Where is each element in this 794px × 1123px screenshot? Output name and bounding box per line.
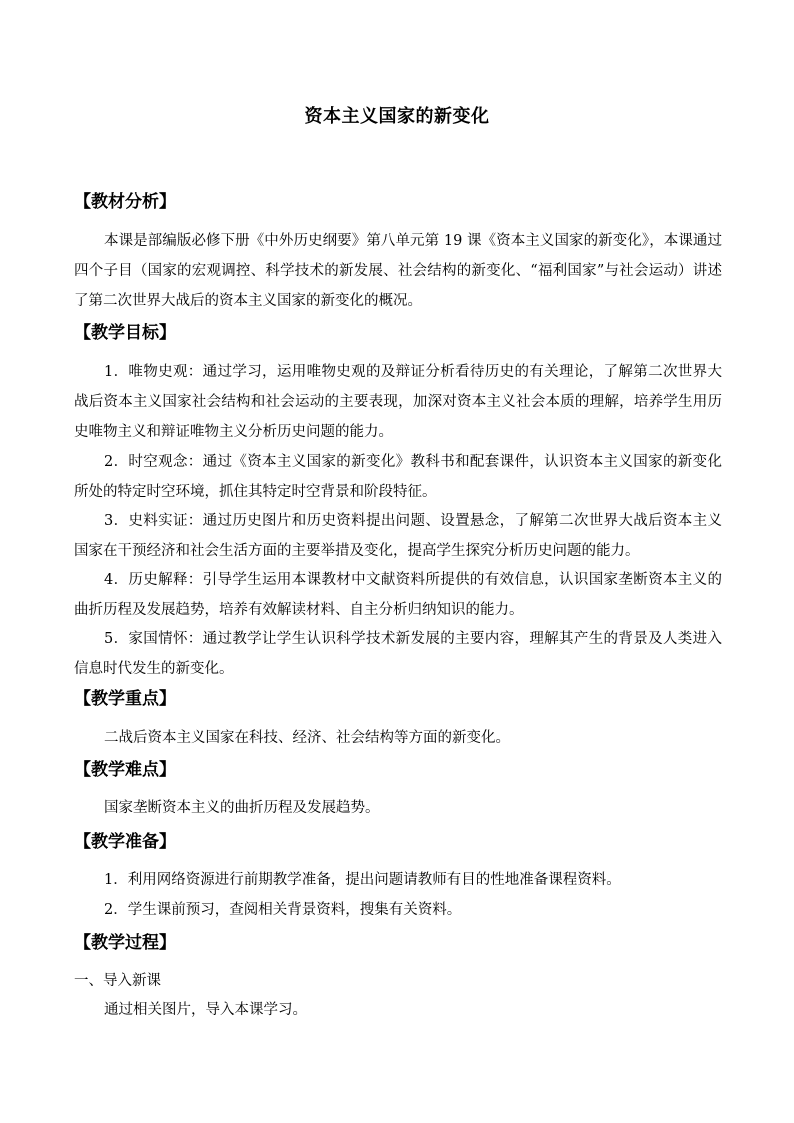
document-title: 资本主义国家的新变化 [304, 106, 490, 127]
goal-item-1: 1．唯物史观：通过学习，运用唯物史观的及辩证分析看待历史的有关理论，了解第二次世界大战后资本主义国家社会结构和社会运动的主要表现，加深对资本主义社会本质的理解，培养学生用历史唯物主义和辩证唯物主义分析历史问题的能力。 [74, 364, 722, 440]
goal-item-3: 3．史料实证：通过历史图片和历史资料提出问题、设置悬念，了解第二次世界大战后资本主义国家在干预经济和社会生活方面的主要举措及变化，提高学生探究分析历史问题的能力。 [74, 513, 722, 559]
goal-item-5: 5．家国情怀：通过教学让学生认识科学技术新发展的主要内容，理解其产生的背景及人类进入信息时代发生的新变化。 [74, 631, 722, 677]
goal-item-4: 4．历史解释：引导学生运用本课教材中文献资料所提供的有效信息，认识国家垄断资本主义的曲折历程及发展趋势，培养有效解读材料、自主分析归纳知识的能力。 [74, 572, 722, 618]
difficulties-paragraph: 国家垄断资本主义的曲折历程及发展趋势。 [104, 800, 380, 816]
heading-teaching-process: 【教学过程】 [74, 933, 176, 953]
heading-material-analysis: 【教材分析】 [74, 192, 176, 212]
process-subheading-introduction: 一、导入新课 [74, 973, 161, 989]
heading-difficulties: 【教学难点】 [74, 760, 176, 780]
heading-key-points: 【教学重点】 [74, 689, 176, 709]
preparation-item-2: 2．学生课前预习，查阅相关背景资料，搜集有关资料。 [104, 902, 462, 918]
preparation-item-1: 1．利用网络资源进行前期教学准备，提出问题请教师有目的性地准备课程资料。 [104, 872, 621, 888]
goal-item-2: 2．时空观念：通过《资本主义国家的新变化》教科书和配套课件，认识资本主义国家的新变化所处的特定时空环境，抓住其特定时空背景和阶段特征。 [74, 454, 722, 500]
key-points-paragraph: 二战后资本主义国家在科技、经济、社会结构等方面的新变化。 [104, 730, 510, 746]
process-introduction-paragraph: 通过相关图片，导入本课学习。 [104, 1002, 307, 1018]
heading-teaching-goals: 【教学目标】 [74, 323, 176, 343]
material-analysis-paragraph: 本课是部编版必修下册《中外历史纲要》第八单元第 19 课《资本主义国家的新变化》，本课通过四个子目（国家的宏观调控、科学技术的新发展、社会结构的新变化、“福利国家”与社会运动）讲述了第二次世界大战后的资本主义国家的新变化的概况。 [74, 233, 722, 309]
heading-preparation: 【教学准备】 [74, 832, 176, 852]
